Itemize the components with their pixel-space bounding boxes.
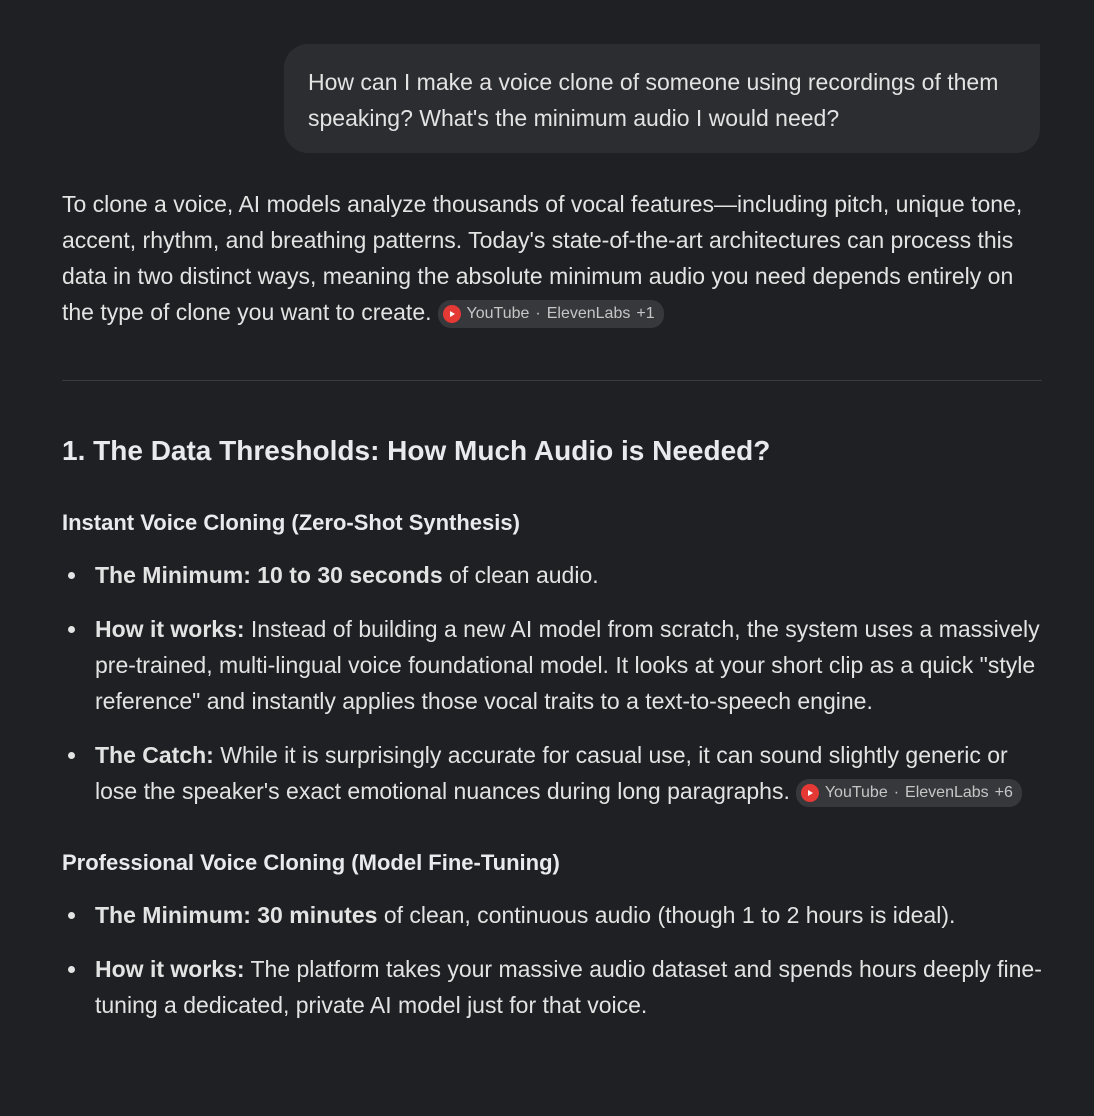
- source-chip[interactable]: [796, 779, 1022, 807]
- chip-separator: ·: [535, 305, 541, 322]
- list-item-bold: The Minimum: 30 minutes: [95, 902, 378, 928]
- chip-source: YouTube: [466, 305, 530, 322]
- list-item: [62, 611, 1042, 719]
- youtube-icon: [801, 784, 819, 802]
- list-item-text: of clean, continuous audio (though 1 to 2 hours is ideal).: [377, 902, 956, 928]
- chip-secondary: ElevenLabs: [546, 305, 631, 322]
- chip-more: +6: [994, 784, 1013, 801]
- list-item-bold: How it works:: [95, 956, 245, 982]
- youtube-icon: [443, 305, 461, 323]
- list-item: [62, 557, 1042, 593]
- list-item-bold: How it works:: [95, 616, 245, 642]
- list-item-text: The platform takes your massive audio dataset and spends hours deeply fine-tuning a dedicated, private AI model just for that voice.: [95, 956, 1042, 1018]
- list-item-text: of clean audio.: [442, 562, 599, 588]
- user-message-bubble: [284, 44, 1040, 153]
- section-divider: [62, 380, 1042, 381]
- chip-separator: ·: [893, 784, 900, 801]
- chip-source: YouTube: [824, 784, 888, 801]
- chip-secondary: ElevenLabs: [905, 784, 989, 801]
- instant-list: [62, 557, 1042, 809]
- list-item: [62, 897, 1042, 933]
- list-item: [62, 737, 1042, 809]
- professional-list: [62, 897, 1042, 1023]
- source-chip[interactable]: [438, 300, 664, 328]
- chip-more: +1: [636, 305, 655, 322]
- assistant-response: [62, 186, 1042, 1023]
- user-message-text: How can I make a voice clone of someone using recordings of them speaking? What's the minimum audio I would need?: [308, 69, 999, 131]
- list-item: [62, 951, 1042, 1023]
- list-item-bold: The Catch:: [95, 742, 214, 768]
- subsection-heading-instant: Instant Voice Cloning (Zero-Shot Synthesis): [62, 510, 520, 535]
- intro-text: To clone a voice, AI models analyze thousands of vocal features—including pitch, unique tone, accent, rhythm, and breathing patterns. Today's state-of-the-art architectures can process this data in two distinct ways, meaning the absolute minimum audio you need depends entirely on the type of clone you want to create.: [62, 191, 1023, 325]
- subsection-heading-professional: Professional Voice Cloning (Model Fine-Tuning): [62, 850, 560, 875]
- intro-paragraph: [62, 186, 1042, 330]
- list-item-text: Instead of building a new AI model from scratch, the system uses a massively pre-trained, multi-lingual voice foundational model. It looks at your short clip as a quick "style reference" and instantly applies those vocal traits to a text-to-speech engine.: [95, 616, 1040, 714]
- list-item-bold: The Minimum: 10 to 30 seconds: [95, 562, 443, 588]
- list-item-text: While it is surprisingly accurate for casual use, it can sound slightly generic or lose the speaker's exact emotional nuances during long paragraphs.: [95, 742, 1008, 804]
- section-heading: 1. The Data Thresholds: How Much Audio is Needed?: [62, 435, 771, 466]
